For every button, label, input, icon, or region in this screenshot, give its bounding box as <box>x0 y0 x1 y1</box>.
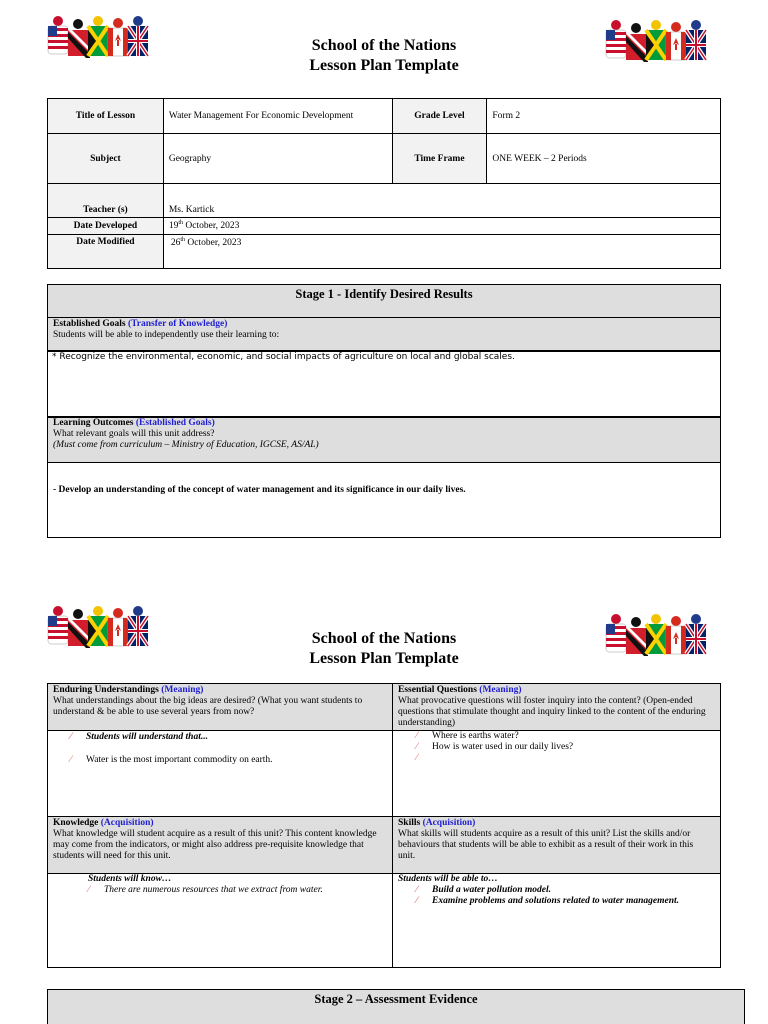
page-title <box>234 36 534 76</box>
teacher-value: Ms. Kartick <box>163 184 720 218</box>
subject-value: Geography <box>163 134 392 184</box>
sk-answer-3: ⁄ Examine problems and solutions related to water management. <box>416 896 680 906</box>
skills-header: Skills (Acquisition) What skills will students acquire as a result of this unit? List the skills and/or behaviours that students will be able to exhibit as a result of their work in this unit. <box>393 817 720 873</box>
check-mark-icon: ⁄ <box>416 753 418 763</box>
stage1-title: Stage 1 - Identify Desired Results <box>48 285 720 318</box>
check-mark-icon: ⁄ <box>416 885 418 895</box>
eq-answer-2: ⁄ How is water used in our daily lives? <box>416 742 574 752</box>
learning-outcomes-answer: - Develop an understanding of the concept of water management and its significance in our daily lives. <box>53 485 466 495</box>
date-modified-label: Date Modified <box>48 235 164 269</box>
template-name-2: Lesson Plan Template <box>309 650 459 667</box>
knowledge-header: Knowledge (Acquisition) What knowledge will student acquire as a result of this unit? This content knowledge may come from the indicators, or might also address pre-requisite knowledge that students will need for this unit. <box>48 817 392 873</box>
check-mark-icon: ⁄ <box>88 885 90 895</box>
template-name: Lesson Plan Template <box>309 57 459 74</box>
essential-questions-header: Essential Questions (Meaning) What provocative questions will foster inquiry into the content? (Open-ended questions that stimulate thought and inquiry linked to the content of the enduring understanding) <box>393 684 720 730</box>
check-mark-icon: ⁄ <box>416 896 418 906</box>
date-modified-value: 26th October, 2023 <box>163 235 720 269</box>
timeframe-value: ONE WEEK – 2 Periods <box>487 134 721 184</box>
title-value: Water Management For Economic Development <box>163 99 392 134</box>
grade-value: Form 2 <box>487 99 721 134</box>
enduring-understandings-header: Enduring Understandings (Meaning) What understandings about the big ideas are desired? (What you want students to understand & be able to use several years from now? <box>48 684 392 730</box>
kn-answer-2: ⁄ There are numerous resources that we extract from water. <box>88 885 323 895</box>
check-mark-icon: ⁄ <box>416 742 418 752</box>
sk-answer-1: Students will be able to… <box>398 874 498 884</box>
eu-answer-1: ⁄ Students will understand that... <box>70 732 208 742</box>
stage1-section <box>47 284 721 538</box>
grade-label: Grade Level <box>392 99 487 134</box>
nations-flags-logo-icon <box>46 14 150 60</box>
eq-answer-1: ⁄ Where is earths water? <box>416 731 519 741</box>
date-developed-value: 19th October, 2023 <box>163 218 720 235</box>
nations-flags-logo-icon <box>604 612 708 658</box>
learning-outcomes-header: Learning Outcomes (Established Goals) What relevant goals will this unit address? (Must come from curriculum – Ministry of Education, IGCSE, AS/AL) <box>48 418 720 463</box>
subject-label: Subject <box>48 134 164 184</box>
title-label: Title of Lesson <box>48 99 164 134</box>
eu-answer-2: ⁄ Water is the most important commodity on earth. <box>70 755 273 765</box>
timeframe-label: Time Frame <box>392 134 487 184</box>
teacher-label: Teacher (s) <box>48 184 164 218</box>
stage2-title: Stage 2 – Assessment Evidence <box>47 989 745 1024</box>
established-goals-answer: * Recognize the environmental, economic, and social impacts of agriculture on local and global scales. <box>48 352 720 418</box>
check-mark-icon: ⁄ <box>416 731 418 741</box>
lesson-info-table <box>47 98 721 269</box>
eq-answer-3 <box>416 753 432 764</box>
nations-flags-logo-icon <box>46 604 150 650</box>
date-developed-label: Date Developed <box>48 218 164 235</box>
check-mark-icon: ⁄ <box>70 755 72 765</box>
understandings-grid <box>47 683 721 968</box>
school-name: School of the Nations <box>311 37 457 54</box>
school-name-2: School of the Nations <box>311 630 457 647</box>
page2-title <box>234 629 534 669</box>
nations-flags-logo-icon <box>604 18 708 64</box>
established-goals-header: Established Goals (Transfer of Knowledge) Students will be able to independently use their learning to: <box>48 318 720 352</box>
check-mark-icon: ⁄ <box>70 732 72 742</box>
sk-answer-2: ⁄ Build a water pollution model. <box>416 885 552 895</box>
kn-answer-1: Students will know… <box>88 874 172 884</box>
